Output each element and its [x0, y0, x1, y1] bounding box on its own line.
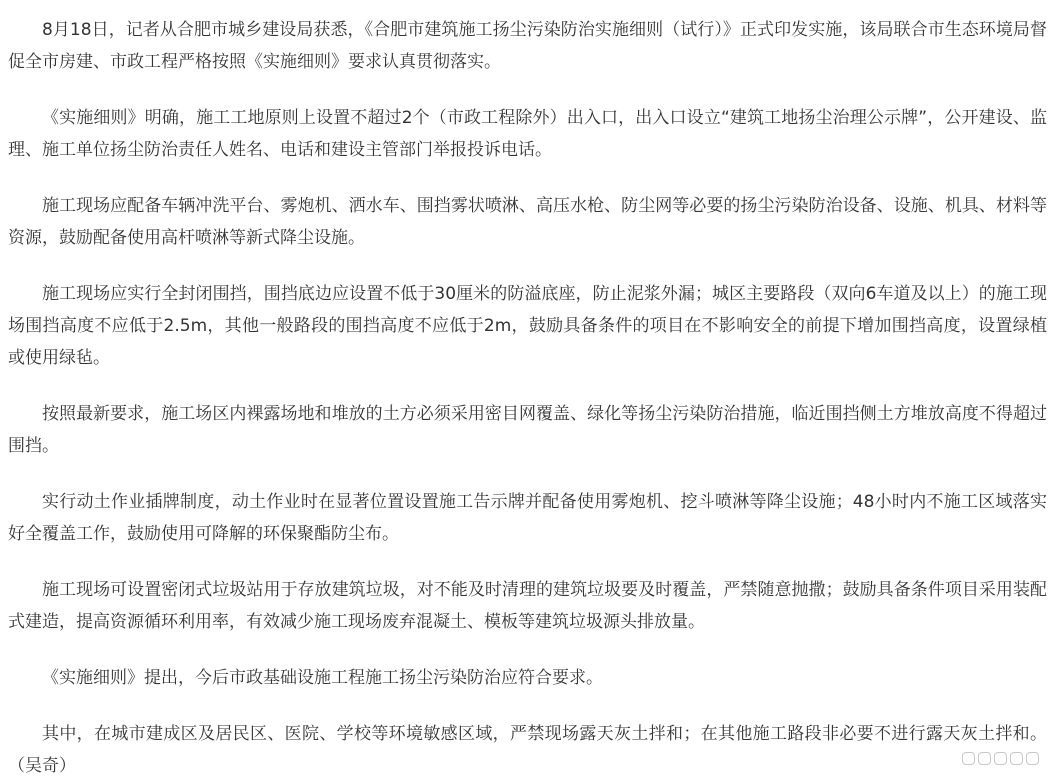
paragraph-2: 《实施细则》明确，施工工地原则上设置不超过2个（市政工程除外）出入口，出入口设立“建筑工地扬尘治理公示牌”，公开建设、监理、施工单位扬尘防治责任人姓名、电话和建设主管部门举报投诉电话。	[8, 108, 1047, 160]
paragraph-7: 施工现场可设置密闭式垃圾站用于存放建筑垃圾，对不能及时清理的建筑垃圾要及时覆盖，严禁随意抛撒；鼓励具备条件项目采用装配式建造，提高资源循环利用率，有效减少施工现场废弃混凝土、模板等建筑垃圾源头排放量。	[8, 580, 1047, 632]
more-dot-icon	[994, 752, 1007, 765]
paragraph-9: 其中，在城市建成区及居民区、医院、学校等环境敏感区域，严禁现场露天灰土拌和；在其他施工路段非必要不进行露天灰土拌和。（吴奇）	[8, 724, 1047, 776]
more-dot-icon	[1010, 752, 1023, 765]
paragraph-5: 按照最新要求，施工场区内裸露场地和堆放的土方必须采用密目网覆盖、绿化等扬尘污染防治措施，临近围挡侧土方堆放高度不得超过围挡。	[8, 404, 1047, 456]
paragraph-6: 实行动土作业插牌制度，动土作业时在显著位置设置施工告示牌并配备使用雾炮机、挖斗喷淋等降尘设施；48小时内不施工区域落实好全覆盖工作，鼓励使用可降解的环保聚酯防尘布。	[8, 492, 1047, 544]
more-dots-icon[interactable]	[962, 752, 1039, 765]
paragraph-8: 《实施细则》提出，今后市政基础设施工程施工扬尘污染防治应符合要求。	[42, 668, 603, 688]
more-dot-icon	[962, 752, 975, 765]
paragraph-3: 施工现场应配备车辆冲洗平台、雾炮机、洒水车、围挡雾状喷淋、高压水枪、防尘网等必要的扬尘污染防治设备、设施、机具、材料等资源，鼓励配备使用高杆喷淋等新式降尘设施。	[8, 196, 1047, 248]
paragraph-4: 施工现场应实行全封闭围挡，围挡底边应设置不低于30厘米的防溢底座，防止泥浆外漏；城区主要路段（双向6车道及以上）的施工现场围挡高度不应低于2.5m，其他一般路段的围挡高度不应低于2m，鼓励具备条件的项目在不影响安全的前提下增加围挡高度，设置绿植或使用绿毡。	[8, 284, 1047, 368]
paragraph-1: 8月18日，记者从合肥市城乡建设局获悉，《合肥市建筑施工扬尘污染防治实施细则（试行）》正式印发实施，该局联合市生态环境局督促全市房建、市政工程严格按照《实施细则》要求认真贯彻落实。	[8, 20, 1047, 72]
more-dot-icon	[978, 752, 991, 765]
more-dot-icon	[1026, 752, 1039, 765]
